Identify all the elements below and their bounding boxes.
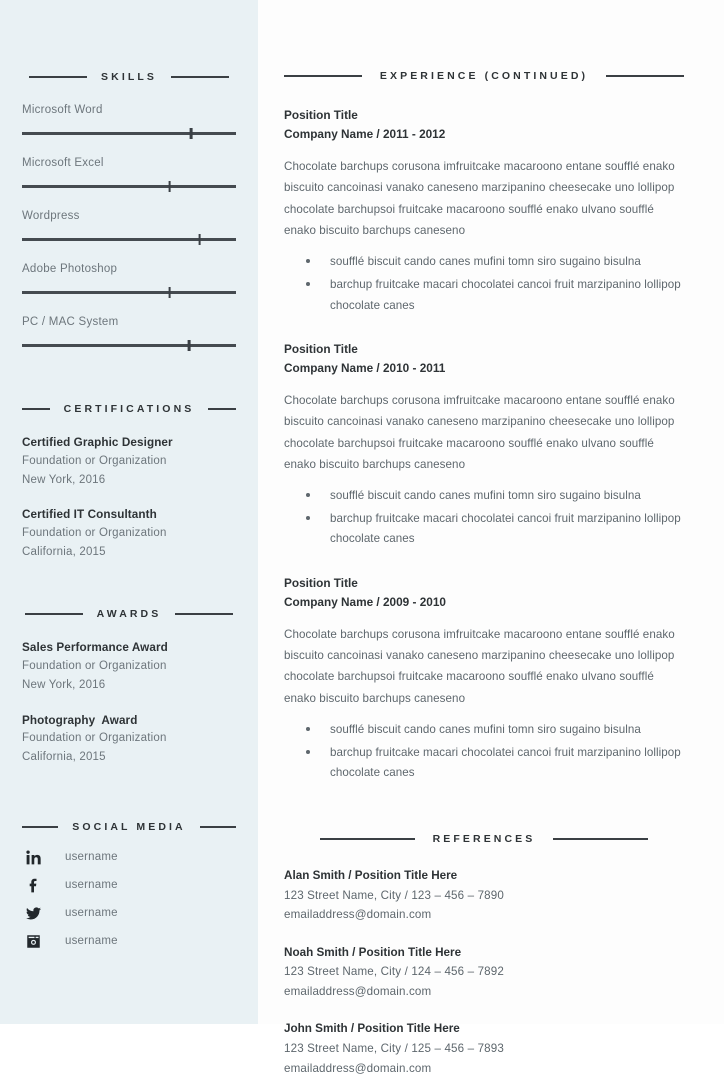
rule-right [606,75,684,77]
award-item [22,712,236,768]
reference-email: emailaddress@domain.com [284,1061,432,1075]
rule-left [284,75,362,77]
certification-org: Foundation or Organization [22,526,167,539]
main-content [258,0,724,1075]
job-bullet: barchup fruitcake macari chocolatei cancoi fruit marzipanino lollipop chocolate canes [284,509,684,550]
certification-item [22,506,236,562]
skill-track [22,291,236,294]
social-link-instagram[interactable] [22,934,236,949]
skill-meter [22,288,236,297]
skill-track [22,185,236,188]
rule-right [171,76,229,78]
job-description: Chocolate barchups corusona imfruitcake macaroono entane soufflé enako biscuito cancoinasi vanako caneseno marzipanino cheesecake uno lollipop chocolate barchupsoi fruitcake macaroono soufflé enako ulvano soufflé enako biscuito barchups caneseno [284,160,675,237]
certification-title: Certified Graphic Designer [22,436,173,449]
skill-track [22,238,236,241]
social-media-section-header [22,821,236,833]
job-bullet: barchup fruitcake macari chocolatei cancoi fruit marzipanino lollipop chocolate canes [284,275,684,316]
award-org: Foundation or Organization [22,659,167,672]
sidebar [0,0,258,1024]
skill-track [22,344,236,347]
social-media-heading: SOCIAL MEDIA [72,820,186,833]
skill-meter [22,341,236,350]
skill-label: Adobe Photoshop [22,263,118,275]
skill-track [22,132,236,135]
award-title: Sales Performance Award [22,641,168,655]
skill-item [22,263,236,297]
awards-section-header [22,608,236,620]
job-company: Company Name / 2011 - 2012 [284,127,446,142]
certifications-list [22,434,236,562]
linkedin-icon [26,850,46,865]
skill-meter [22,235,236,244]
skill-label: PC / MAC System [22,316,119,328]
rule-left [25,613,83,615]
experience-item [284,574,684,784]
instagram-icon [26,934,46,949]
certification-item [22,434,236,490]
skills-heading: SKILLS [101,71,157,83]
skill-marker [168,287,171,298]
social-username: username [65,851,118,864]
skill-marker [188,340,191,351]
experience-heading: EXPERIENCE (CONTINUED) [379,70,589,82]
reference-item [284,867,684,925]
rule-right [208,408,236,410]
skill-meter [22,129,236,138]
rule-right [200,826,236,828]
job-position: Position Title [284,341,358,356]
certifications-heading: CERTIFICATIONS [63,403,195,415]
reference-email: emailaddress@domain.com [284,984,432,998]
reference-item [284,944,684,1002]
reference-contact: 123 Street Name, City / 124 – 456 – 7892 [284,965,504,979]
job-bullet: soufflé biscuit cando canes mufini tomn siro sugaino bisulna [284,252,684,272]
rule-left [22,408,50,410]
skill-label: Wordpress [22,210,80,222]
reference-name: Noah Smith / Position Title Here [284,945,462,959]
award-title: Photography Award [22,713,138,727]
experience-item [284,340,684,550]
social-link-linkedin[interactable] [22,850,236,865]
job-description: Chocolate barchups corusona imfruitcake macaroono entane soufflé enako biscuito cancoinasi vanako caneseno marzipanino cheesecake uno lollipop chocolate barchupsoi fruitcake macaroono soufflé enako ulvano soufflé enako biscuito barchups caneseno [284,394,675,471]
reference-email: emailaddress@domain.com [284,908,432,922]
certification-title: Certified IT Consultanth [22,508,157,522]
skill-item [22,157,236,191]
skill-marker [190,128,193,139]
references-heading: REFERENCES [432,832,536,845]
skill-label: Microsoft Excel [22,157,104,169]
award-place: California, 2015 [22,751,106,764]
experience-list [284,106,684,784]
skill-marker [198,234,201,245]
social-username: username [65,907,118,920]
experience-section-header [284,70,684,82]
references-list [284,867,684,1078]
experience-item [284,106,684,316]
certification-org: Foundation or Organization [22,454,167,467]
award-item [22,639,236,695]
job-bullet: barchup fruitcake macari chocolatei cancoi fruit marzipanino lollipop chocolate canes [284,743,684,784]
certifications-section-header [22,403,236,415]
job-company: Company Name / 2010 - 2011 [284,360,446,375]
certification-place: California, 2015 [22,546,106,559]
job-description: Chocolate barchups corusona imfruitcake macaroono entane soufflé enako biscuito cancoinasi vanako caneseno marzipanino cheesecake uno lollipop chocolate barchupsoi fruitcake macaroono soufflé enako ulvano soufflé enako biscuito barchups caneseno [284,627,675,705]
social-media-list [22,850,236,949]
awards-list [22,639,236,767]
job-bullet-list [284,486,684,550]
job-bullet: soufflé biscuit cando canes mufini tomn siro sugaino bisulna [284,720,684,740]
reference-item [284,1020,684,1078]
job-company: Company Name / 2009 - 2010 [284,594,446,609]
awards-heading: AWARDS [96,608,162,621]
job-bullet-list [284,252,684,316]
reference-contact: 123 Street Name, City / 125 – 456 – 7893 [284,1042,504,1056]
reference-contact: 123 Street Name, City / 123 – 456 – 7890 [284,888,504,902]
skills-section-header [22,71,236,83]
social-link-facebook[interactable] [22,878,236,893]
skill-marker [168,181,171,192]
rule-right [553,838,648,840]
rule-left [22,826,58,828]
skill-meter [22,182,236,191]
rule-left [29,76,87,78]
rule-left [320,838,415,840]
social-username: username [65,935,118,948]
skill-item [22,210,236,244]
twitter-icon [26,906,46,921]
skill-item [22,104,236,138]
award-org: Foundation or Organization [22,732,167,745]
certification-place: New York, 2016 [22,473,106,486]
skills-list [22,104,236,350]
social-link-twitter[interactable] [22,906,236,921]
job-position: Position Title [284,108,358,122]
skill-item [22,316,236,350]
rule-right [175,613,233,615]
job-position: Position Title [284,575,358,590]
reference-name: Alan Smith / Position Title Here [284,868,458,882]
references-section-header [284,833,684,845]
reference-name: John Smith / Position Title Here [284,1022,460,1036]
award-place: New York, 2016 [22,679,106,692]
job-bullet: soufflé biscuit cando canes mufini tomn siro sugaino bisulna [284,486,684,506]
skill-label: Microsoft Word [22,104,103,116]
social-username: username [65,879,118,892]
facebook-icon [26,878,46,893]
job-bullet-list [284,720,684,784]
